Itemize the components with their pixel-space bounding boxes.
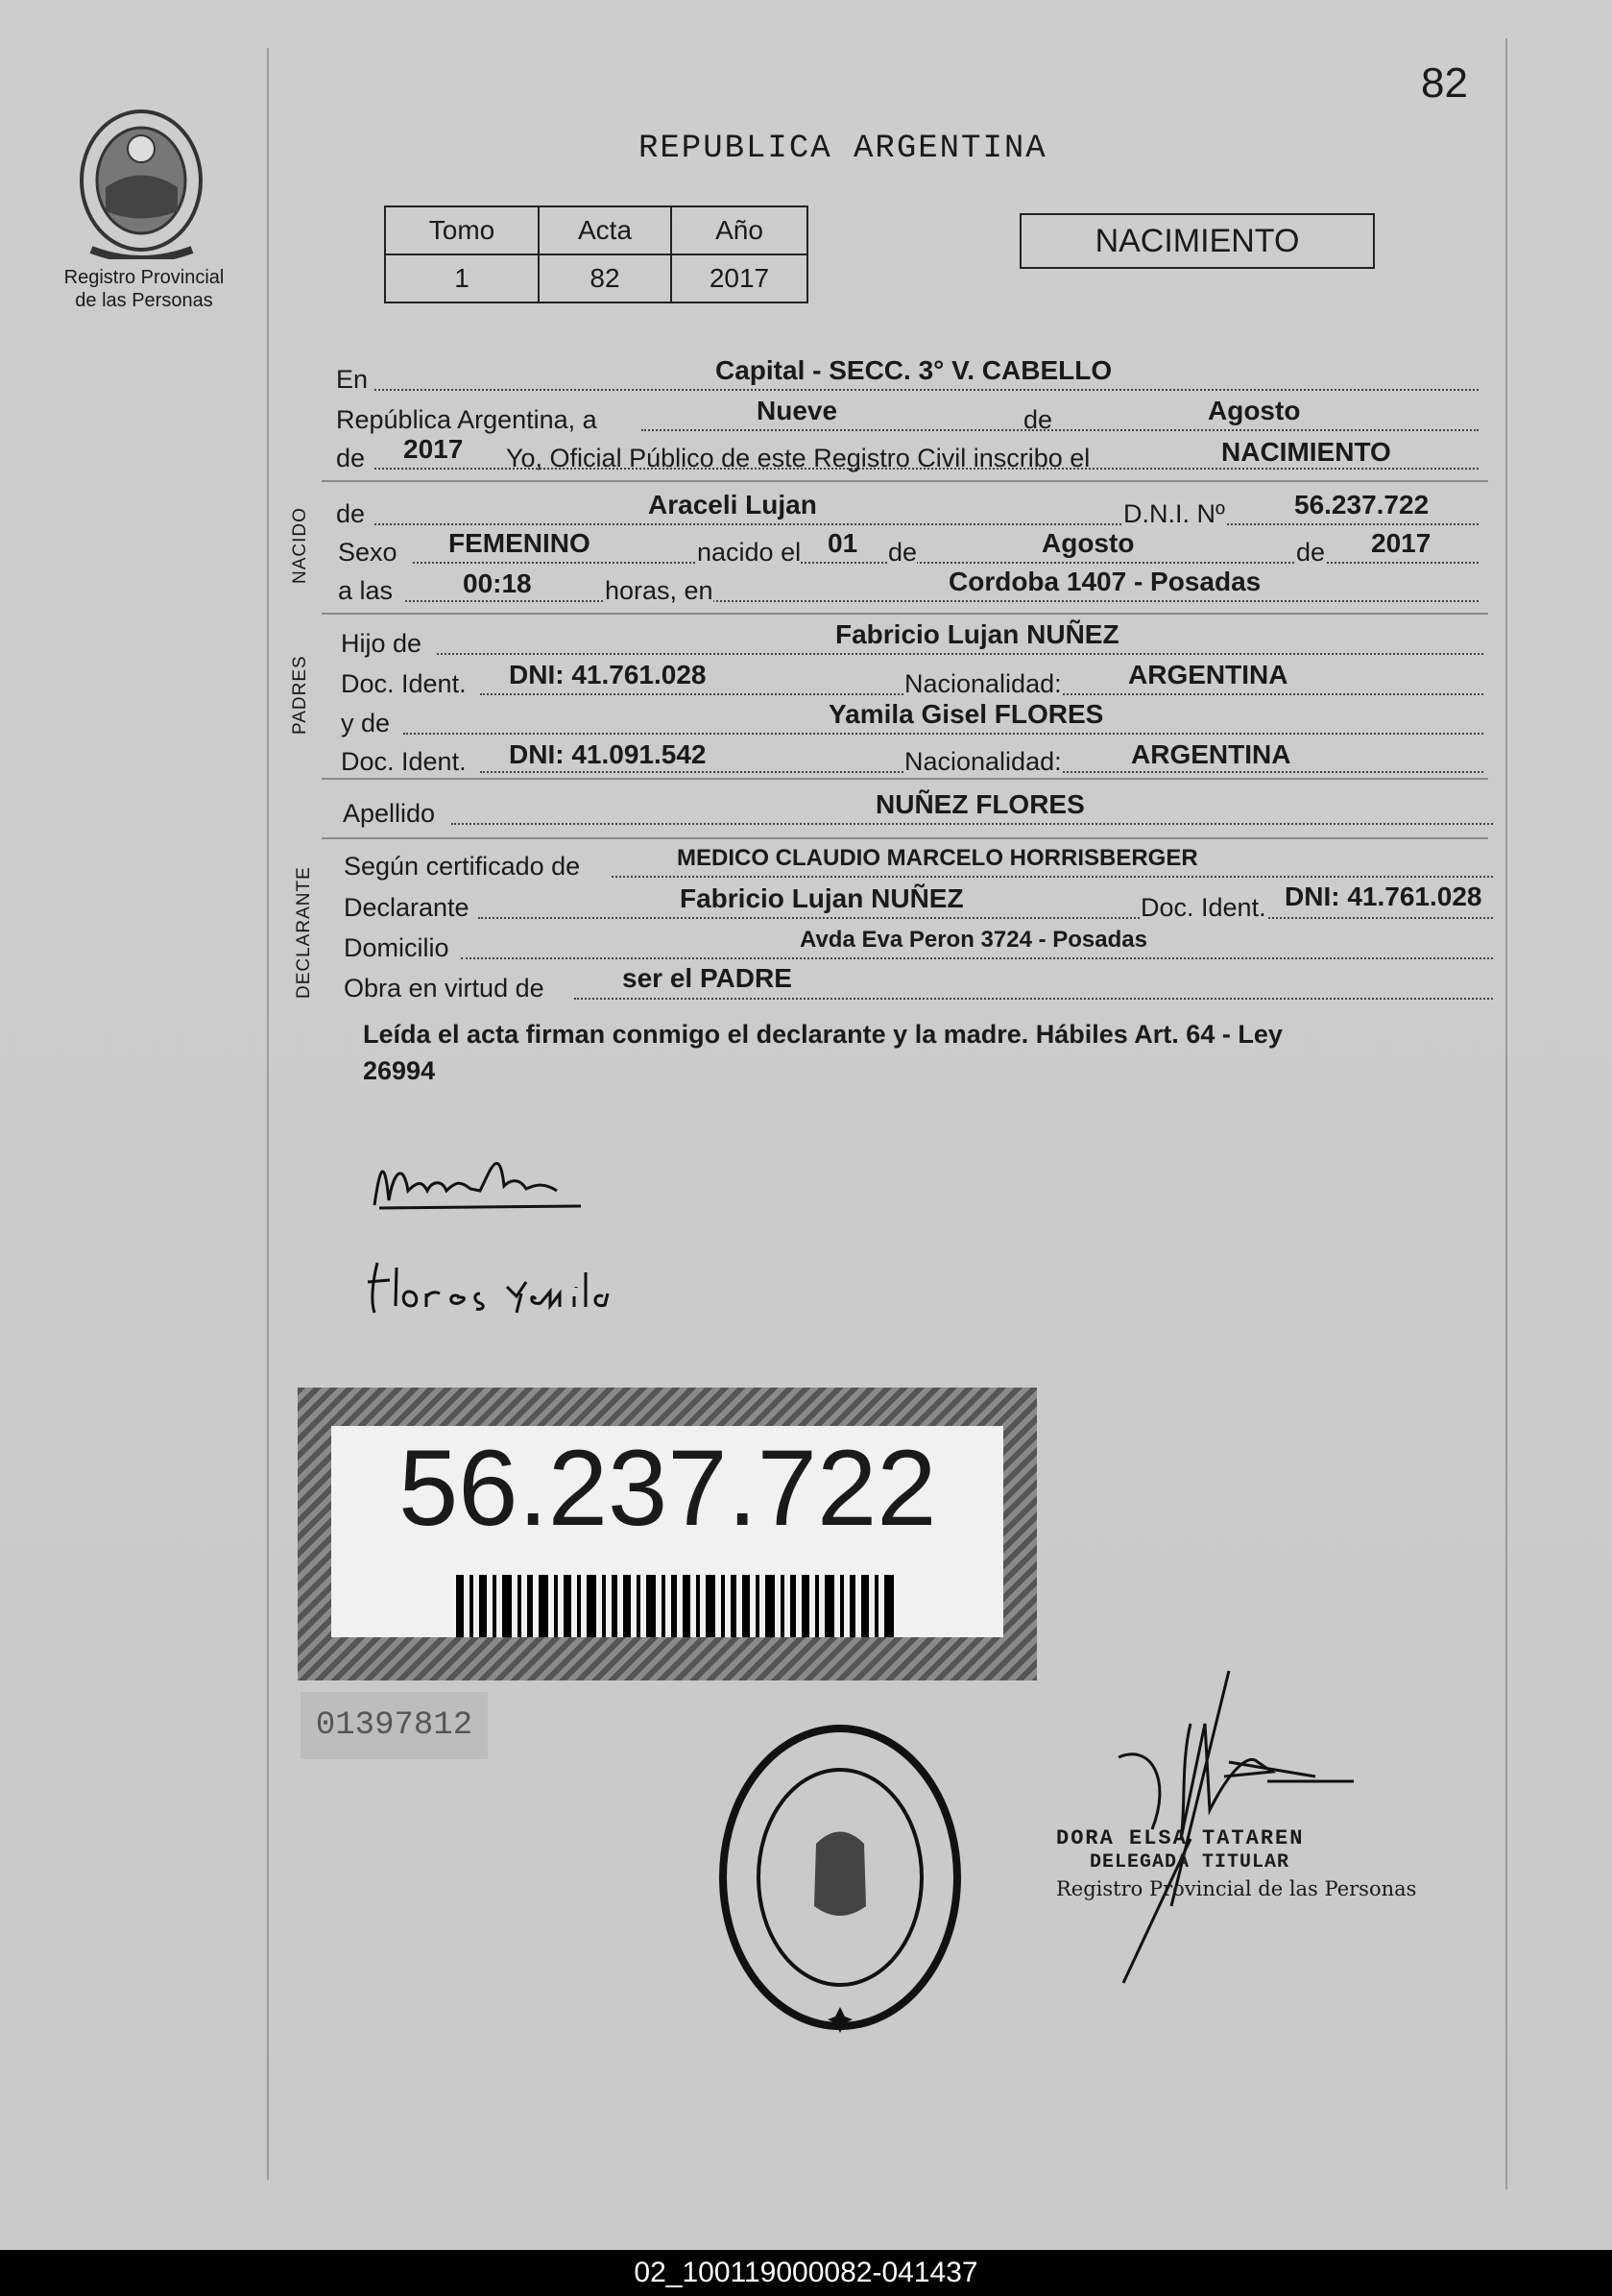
declarant-signature <box>365 1133 595 1220</box>
page-number: 82 <box>1421 60 1468 107</box>
birth-day-value: 01 <box>828 528 858 558</box>
day-words-value: Nueve <box>757 396 838 425</box>
document-type-box: NACIMIENTO <box>1020 213 1375 269</box>
serial-number: 01397812 <box>301 1692 488 1759</box>
tomo-value: 1 <box>385 254 539 302</box>
birth-month-value: Agosto <box>1042 528 1135 558</box>
father-nationality-value: ARGENTINA <box>1128 660 1288 689</box>
child-dni-value: 56.237.722 <box>1294 490 1430 520</box>
acta-table <box>384 205 808 303</box>
birth-year-value: 2017 <box>1371 528 1432 558</box>
closing-text-line1: Leída el acta firman conmigo el declarante y la madre. Hábiles Art. 64 - Ley <box>363 1020 1283 1049</box>
republica-label: República Argentina, a <box>336 405 597 434</box>
left-margin-line <box>267 48 269 2180</box>
apellido-label: Apellido <box>343 799 436 828</box>
section-divider <box>322 778 1488 780</box>
dotted-line <box>612 876 1493 878</box>
mother-signature <box>363 1253 622 1320</box>
sexo-label: Sexo <box>338 538 397 567</box>
mother-name-value: Yamila Gisel FLORES <box>829 699 1104 729</box>
dotted-line <box>574 998 1493 1000</box>
year-value: 2017 <box>403 434 464 464</box>
declarante-doc-value: DNI: 41.761.028 <box>1285 882 1482 911</box>
official-name: DORA ELSA TATAREN <box>1056 1826 1305 1850</box>
hijo-de-label: Hijo de <box>341 629 422 658</box>
oficial-text: Yo, Oficial Público de este Registro Civil inscribo el <box>506 444 1091 472</box>
section-divider <box>322 480 1488 482</box>
obra-value: ser el PADRE <box>622 963 792 993</box>
child-name-value: Araceli Lujan <box>648 490 817 520</box>
en-label: En <box>336 365 369 394</box>
nacionalidad-label: Nacionalidad: <box>904 747 1062 776</box>
horas-label: horas, en <box>605 576 713 605</box>
declarante-label: Declarante <box>344 893 469 922</box>
official-organization: Registro Provincial de las Personas <box>1056 1877 1417 1900</box>
acta-value: 82 <box>539 254 671 302</box>
nacido-de-label: de <box>336 499 366 528</box>
dotted-line <box>374 389 1479 391</box>
registry-crest-icon <box>72 106 211 259</box>
barcode-icon <box>456 1575 898 1637</box>
alas-label: a las <box>338 576 394 605</box>
mother-nationality-value: ARGENTINA <box>1131 739 1291 769</box>
registry-name-line1: Registro Provincial <box>63 267 225 288</box>
y-de-label: y de <box>341 709 391 737</box>
doc-ident-label: Doc. Ident. <box>341 669 467 698</box>
declarante-doc-label: Doc. Ident. <box>1141 893 1266 922</box>
de-label-2: de <box>888 538 918 567</box>
dotted-line <box>461 957 1493 959</box>
de2-label: de <box>336 444 366 472</box>
certificado-label: Según certificado de <box>344 852 581 881</box>
id-number-label-inner <box>331 1426 1003 1637</box>
right-margin-line <box>1505 38 1507 2189</box>
id-number-label <box>298 1388 1037 1680</box>
dotted-line <box>478 917 1493 919</box>
month-value: Agosto <box>1208 396 1301 425</box>
scan-filename-footer: 02_100119000082-041437 <box>0 2250 1612 2296</box>
dotted-line <box>437 653 1483 655</box>
nacido-el-label: nacido el <box>697 538 802 567</box>
place-value: Capital - SECC. 3° V. CABELLO <box>715 355 1113 385</box>
father-doc-value: DNI: 41.761.028 <box>509 660 707 689</box>
doc-ident-label: Doc. Ident. <box>341 747 467 776</box>
dni-label: D.N.I. Nº <box>1123 499 1225 528</box>
dotted-line <box>374 523 1479 525</box>
nacido-side-label: NACIDO <box>290 507 310 584</box>
mother-doc-value: DNI: 41.091.542 <box>509 739 707 769</box>
sexo-value: FEMENINO <box>448 528 590 558</box>
closing-text-line2: 26994 <box>363 1056 436 1085</box>
nacionalidad-label: Nacionalidad: <box>904 669 1062 698</box>
birth-place-value: Cordoba 1407 - Posadas <box>949 567 1262 596</box>
de-label-3: de <box>1296 538 1326 567</box>
declarante-value: Fabricio Lujan NUÑEZ <box>680 883 964 913</box>
apellido-value: NUÑEZ FLORES <box>876 789 1085 819</box>
tomo-header: Tomo <box>385 206 539 254</box>
ano-value: 2017 <box>671 254 807 302</box>
declarante-side-label: DECLARANTE <box>294 866 314 999</box>
inscribo-value: NACIMIENTO <box>1221 437 1391 467</box>
domicilio-value: Avda Eva Peron 3724 - Posadas <box>800 927 1147 953</box>
certificado-value: MEDICO CLAUDIO MARCELO HORRISBERGER <box>677 845 1198 871</box>
document-title: REPUBLICA ARGENTINA <box>638 131 1047 167</box>
official-stamp <box>710 1714 970 2041</box>
ano-header: Año <box>671 206 807 254</box>
id-number-value: 56.237.722 <box>398 1428 937 1548</box>
obra-label: Obra en virtud de <box>344 974 544 1003</box>
dotted-line <box>403 733 1483 735</box>
section-divider <box>322 837 1488 839</box>
padres-side-label: PADRES <box>290 655 310 735</box>
father-name-value: Fabricio Lujan NUÑEZ <box>835 619 1119 649</box>
acta-header: Acta <box>539 206 671 254</box>
dotted-line <box>641 429 1479 431</box>
registry-name-line2: de las Personas <box>75 290 213 311</box>
birth-time-value: 00:18 <box>463 568 532 598</box>
official-role: DELEGADA TITULAR <box>1090 1851 1290 1873</box>
section-divider <box>322 613 1488 615</box>
de-label: de <box>1023 405 1053 434</box>
dotted-line <box>451 823 1493 825</box>
dotted-line <box>405 600 1479 602</box>
domicilio-label: Domicilio <box>344 933 449 962</box>
